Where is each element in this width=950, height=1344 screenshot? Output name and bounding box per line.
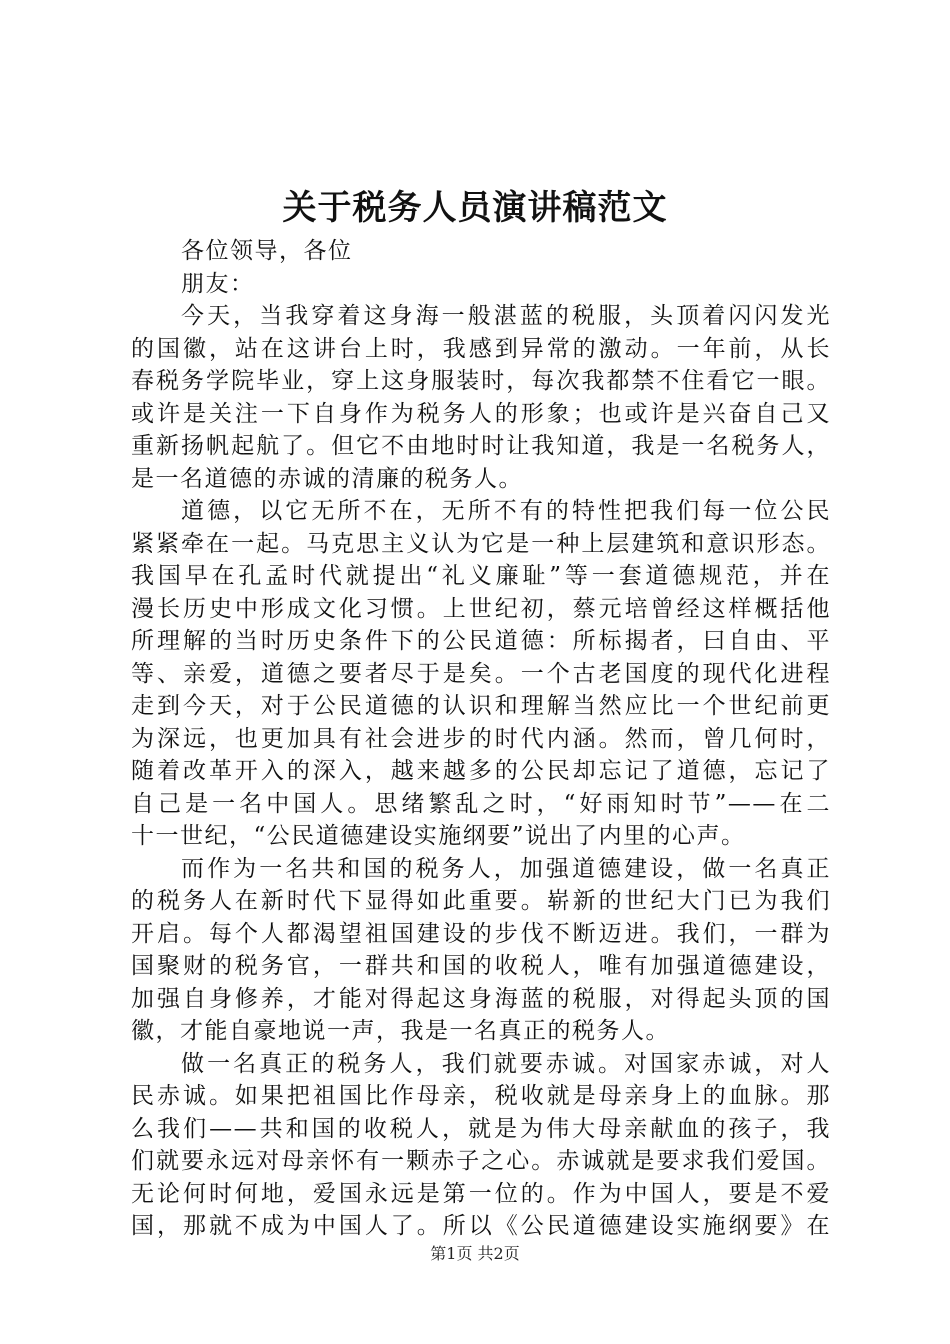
paragraph-line: 国聚财的税务官，一群共和国的收税人，唯有加强道德建设， (131, 953, 831, 979)
paragraph-line: 等、亲爱，道德之要者尽于是矣。一个古老国度的现代化进程 (131, 660, 831, 687)
paragraph (131, 853, 831, 1048)
paragraph-line: 么我们——共和国的收税人，就是为伟大母亲献血的孩子，我 (131, 1115, 831, 1142)
page-number-footer: 第1页 共2页 (430, 1244, 520, 1263)
paragraph-line: 春税务学院毕业，穿上这身服装时，每次我都禁不住看它一眼。 (131, 368, 831, 394)
paragraph-line: 的税务人在新时代下显得如此重要。崭新的世纪大门已为我们 (131, 888, 831, 914)
paragraph-line: 今天，当我穿着这身海一般湛蓝的税服，头顶着闪闪发光 (181, 303, 831, 329)
paragraph-line: 走到今天，对于公民道德的认识和理解当然应比一个世纪前更 (131, 693, 831, 719)
greeting-line: 朋友： (181, 270, 255, 297)
paragraph-line: 做一名真正的税务人，我们就要赤诚。对国家赤诚，对人 (181, 1050, 831, 1077)
paragraph-line: 为深远，也更加具有社会进步的时代内涵。然而，曾几何时， (131, 725, 831, 752)
paragraph-line: 的国徽，站在这讲台上时，我感到异常的激动。一年前，从长 (131, 335, 831, 362)
paragraph-line: 随着改革开入的深入，越来越多的公民却忘记了道德，忘记了 (131, 758, 831, 784)
paragraph-line: 民赤诚。如果把祖国比作母亲，税收就是母亲身上的血脉。那 (131, 1083, 831, 1109)
paragraph-line: 而作为一名共和国的税务人，加强道德建设，做一名真正 (181, 855, 831, 882)
paragraph-line: 国，那就不成为中国人了。所以《公民道德建设实施纲要》在 (131, 1213, 831, 1239)
paragraph (131, 495, 831, 853)
paragraph (131, 300, 831, 495)
greeting-line: 各位领导，各位 (181, 238, 353, 264)
paragraph-line: 我国早在孔孟时代就提出“礼义廉耻”等一套道德规范，并在 (131, 563, 831, 589)
paragraph-line: 道德，以它无所不在，无所不有的特性把我们每一位公民 (181, 498, 831, 524)
document-body (131, 235, 831, 1243)
paragraph-line: 加强自身修养，才能对得起这身海蓝的税服，对得起头顶的国 (131, 985, 831, 1012)
document-title: 关于税务人员演讲稿范文 (282, 188, 668, 228)
paragraph-line: 所理解的当时历史条件下的公民道德：所标揭者，曰自由、平 (131, 628, 831, 654)
paragraph-line: 十一世纪，“公民道德建设实施纲要”说出了内里的心声。 (131, 823, 746, 849)
paragraph-line: 或许是关注一下自身作为税务人的形象；也或许是兴奋自己又 (131, 400, 831, 427)
paragraph-line: 自己是一名中国人。思绪繁乱之时，“好雨知时节”——在二 (131, 790, 831, 817)
paragraph-line: 是一名道德的赤诚的清廉的税务人。 (131, 465, 523, 492)
paragraph-line: 重新扬帆起航了。但它不由地时时让我知道，我是一名税务人， (131, 433, 831, 459)
paragraph-line: 们就要永远对母亲怀有一颗赤子之心。赤诚就是要求我们爱国。 (131, 1148, 831, 1174)
paragraph-line: 紧紧牵在一起。马克思主义认为它是一种上层建筑和意识形态。 (131, 530, 831, 557)
paragraph-line: 徽，才能自豪地说一声，我是一名真正的税务人。 (131, 1018, 670, 1044)
paragraph-line: 开启。每个人都渴望祖国建设的步伐不断迈进。我们，一群为 (131, 920, 831, 947)
paragraph-line: 无论何时何地，爱国永远是第一位的。作为中国人，要是不爱 (131, 1180, 831, 1207)
paragraph-line: 漫长历史中形成文化习惯。上世纪初，蔡元培曾经这样概括他 (131, 595, 831, 622)
paragraph (131, 1048, 831, 1243)
